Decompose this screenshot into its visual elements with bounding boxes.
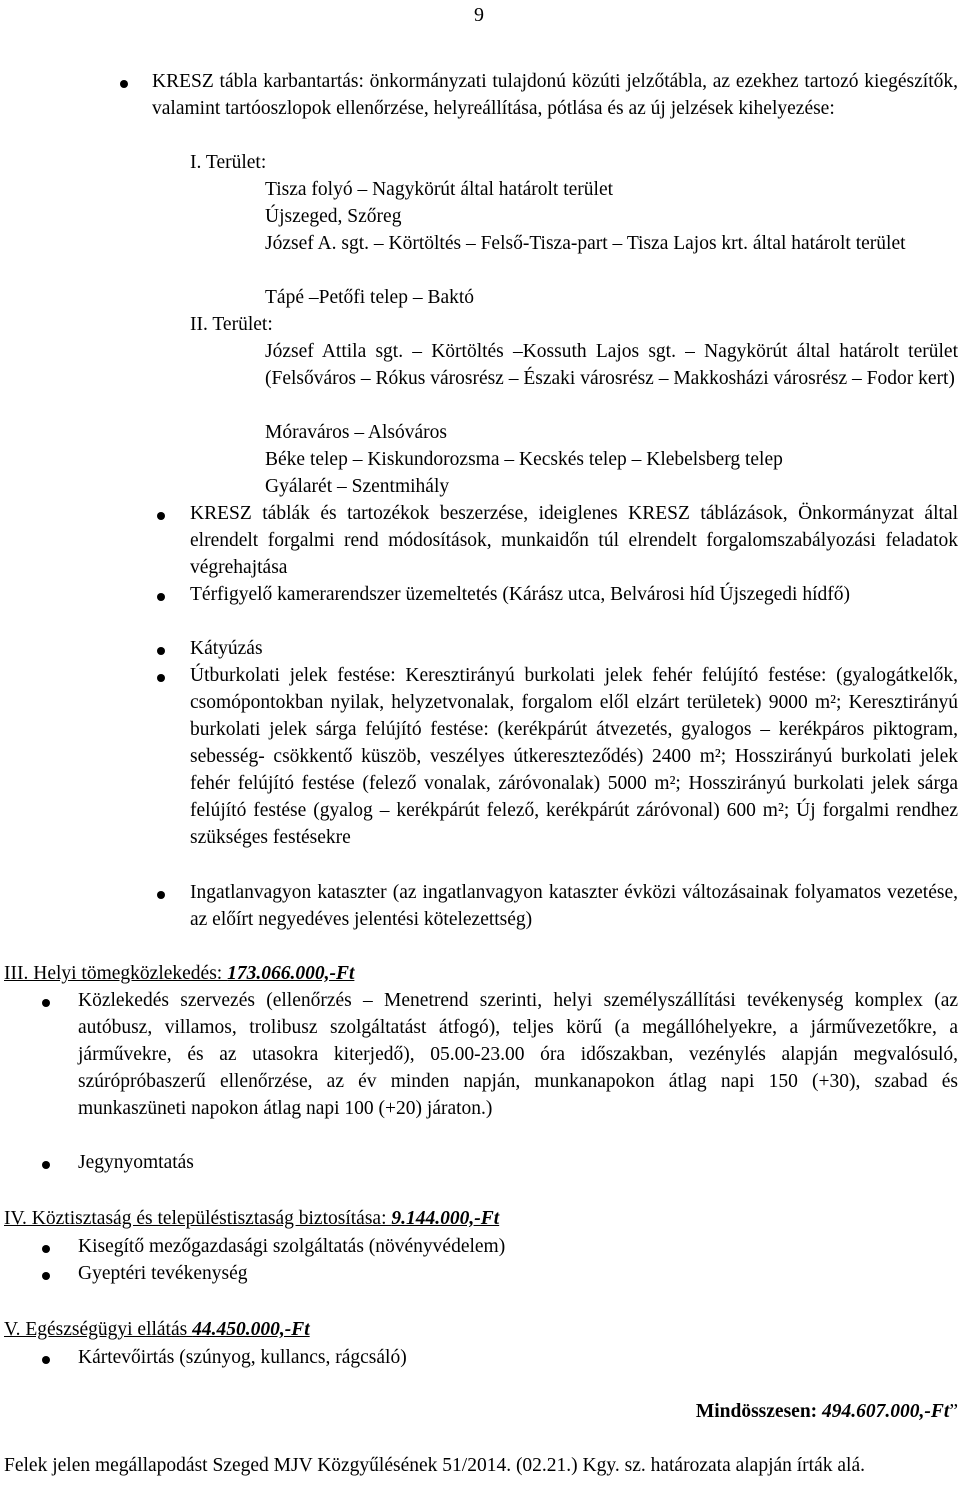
section3-heading-label: III. Helyi tömegközlekedés: xyxy=(4,963,228,984)
bullet-pest-control: Kártevőirtás (szúnyog, kullancs, rágcsáló) xyxy=(78,1347,407,1368)
bullet-katyuzas: Kátyúzás xyxy=(190,638,263,659)
area1-line: Tisza folyó – Nagykörút által határolt terület xyxy=(265,179,614,200)
bullet-camera: Térfigyelő kamerarendszer üzemeltetés (Kárász utca, Belvárosi híd Újszegedi hídfő) xyxy=(190,584,851,605)
bullet-agri-service: Kisegítő mezőgazdasági szolgáltatás (növényvédelem) xyxy=(78,1236,506,1257)
section3-heading-amount: 173.066.000,-Ft xyxy=(227,963,355,984)
grand-total-label: Mindösszesen: xyxy=(695,1401,823,1422)
footer-statement: Felek jelen megállapodást Szeged MJV Közgyűlésének 51/2014. (02.21.) Kgy. sz. határozata alapján írták alá. xyxy=(4,1455,865,1476)
area1-line: József A. sgt. – Körtöltés – Felső-Tisza-part – Tisza Lajos krt. által határolt terület xyxy=(265,233,906,254)
bullet-transport-organization: Közlekedés szervezés (ellenőrzés – Menetrend szerinti, helyi személyszállítási tevékenység komplex (az autóbusz, villamos, trolibusz szolgáltatást átfogó), teljes körű (a megállóhelyekre, a járművezetőkre, a járművekre, és az utasokra kiterjedő), 05.00-23.00 óra időszakban, vezénylés alapján megvalósuló, szúrópróbaszerű ellenőrzése, az év minden napján, munkanapokon átlag napi 150 (+30), szabad és munkaszüneti napokon átlag napi 100 (+20) járaton.) xyxy=(78,990,958,1119)
grand-total xyxy=(696,1398,958,1425)
bullet-icon xyxy=(42,1161,50,1169)
section5-heading xyxy=(4,1316,310,1343)
bullet-icon xyxy=(42,1272,50,1280)
section4-heading-amount: 9.144.000,-Ft xyxy=(391,1208,500,1229)
bullet-icon xyxy=(157,593,165,601)
grand-total-trailing: ” xyxy=(949,1401,958,1422)
page-number: 9 xyxy=(474,4,484,26)
bullet-real-estate: Ingatlanvagyon kataszter (az ingatlanvagyon kataszter évközi változásainak folyamatos vezetése, az előírt negyedéves jelentési kötelezettség) xyxy=(190,882,958,930)
area2-line: Móraváros – Alsóváros xyxy=(265,422,447,443)
section4-heading xyxy=(4,1205,499,1232)
section5-heading-label: V. Egészségügyi ellátás xyxy=(4,1319,193,1340)
bullet-icon xyxy=(157,674,165,682)
section4-heading-label: IV. Köztisztaság és településtisztaság biztosítása: xyxy=(4,1208,392,1229)
bullet-icon xyxy=(157,512,165,520)
area2-line: Béke telep – Kiskundorozsma – Kecskés telep – Klebelsberg telep xyxy=(265,449,783,470)
area2-line: József Attila sgt. – Körtöltés –Kossuth Lajos sgt. – Nagykörút által határolt terület (Felsőváros – Rókus városrész – Északi városrész – Makkosházi városrész – Fodor kert) xyxy=(265,341,958,389)
area2-title: II. Terület: xyxy=(190,314,273,335)
bullet-icon xyxy=(42,1356,50,1364)
area1-line: Tápé –Petőfi telep – Baktó xyxy=(265,287,475,308)
bullet-icon xyxy=(120,80,128,88)
section3-heading xyxy=(4,960,354,987)
section5-heading-amount: 44.450.000,-Ft xyxy=(192,1319,310,1340)
bullet-icon xyxy=(42,1245,50,1253)
grand-total-amount: 494.607.000,-Ft xyxy=(822,1401,950,1422)
bullet-icon xyxy=(42,999,50,1007)
area1-line: Újszeged, Szőreg xyxy=(265,206,402,227)
bullet-kresz-tables: KRESZ táblák és tartozékok beszerzése, ideiglenes KRESZ táblázások, Önkormányzat által elrendelt forgalmi rend módosítások, munkaidőn túl elrendelt forgalomszabályozási feladatok végrehajtása xyxy=(190,503,958,578)
bullet-ticket-printing: Jegynyomtatás xyxy=(78,1152,194,1173)
bullet-lawn: Gyeptéri tevékenység xyxy=(78,1263,248,1284)
bullet-icon xyxy=(157,891,165,899)
bullet-icon xyxy=(157,647,165,655)
area2-line: Gyálarét – Szentmihály xyxy=(265,476,450,497)
area1-title: I. Terület: xyxy=(190,152,267,173)
bullet-road-markings: Útburkolati jelek festése: Keresztirányú burkolati jelek fehér felújító festése: (gyalogátkelők, csomópontokban nyilak, helyzetvonalak, forgalom elől elzárt területek) 9000 m²; Keresztirányú burkolati jelek sárga felújító festése: (kerékpárút átvezetés, gyalogos – kerékpáros piktogram, sebesség- csökkentő küszöb, veszélyes útkereszteződés) 2400 m²; Hosszirányú burkolati jelek fehér felújító festése (felező vonalak, záróvonalak) 5000 m²; Hosszirányú burkolati jelek sárga felújító festése (gyalog – kerékpárút felező, kerékpárút záróvonal) 600 m²; Új forgalmi rendhez szükséges festésekre xyxy=(190,665,958,848)
bullet-kresz-maintenance: KRESZ tábla karbantartás: önkormányzati tulajdonú közúti jelzőtábla, az ezekhez tartozó kiegészítők, valamint tartóoszlopok ellenőrzése, helyreállítása, pótlása és az új jelzések kihelyezése: xyxy=(152,71,958,119)
